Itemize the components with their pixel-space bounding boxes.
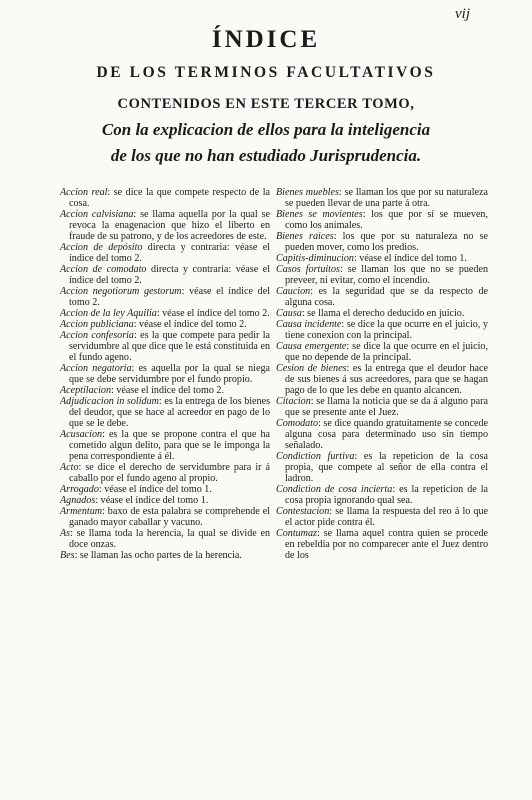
index-definition: : véase el índice del tomo 2. (69, 286, 270, 308)
index-definition: : se dice la que ocurre en el juicio, que no depende de la principal. (285, 341, 488, 363)
index-term: Agnados (60, 495, 96, 506)
index-term: Arrogado (60, 484, 99, 495)
index-definition: : baxo de esta palabra se comprehende el ganado mayor caballar y vacuno. (69, 506, 270, 528)
subtitle-purpose-line2: de los que no han estudiado Jurisprudencia. (110, 146, 422, 165)
index-definition: : los que por sí se mueven, como los animales. (285, 209, 488, 231)
index-entry (60, 462, 270, 484)
page-title: ÍNDICE (211, 26, 321, 53)
index-term: Condiction furtiva (276, 451, 355, 462)
page-number: vij (455, 6, 470, 22)
index-definition: : véase el índice del tomo 2. (156, 308, 270, 319)
index-term: Comodato (276, 418, 319, 429)
index-definition: : es la entrega de los bienes del deudor, que se hace al acreedor en pago de lo que se le debe. (69, 396, 270, 429)
index-term: Bes (60, 550, 75, 561)
index-term: Accion negatoria (60, 363, 132, 374)
index-term: Accion calvisiana (60, 209, 134, 220)
index-term: Bienes se movientes (276, 209, 363, 220)
index-definition: : se dice el derecho de servidumbre para ir á caballo por el fundo ageno al propio. (69, 462, 270, 484)
index-entry (60, 385, 270, 396)
index-entry (276, 264, 488, 286)
index-definition: directa y contraria: véase el índice del tomo 2. (69, 264, 270, 286)
index-definition: : se dice la que compete respecto de la cosa. (69, 187, 270, 209)
index-entry (276, 286, 488, 308)
right-column (276, 187, 488, 561)
index-definition: : los que por su naturaleza no se pueden mover, como los predios. (285, 231, 488, 253)
index-definition: : se dice la que ocurre en el juicio, y tiene conexion con la principal. (285, 319, 488, 341)
index-entry (276, 308, 488, 319)
index-entry (276, 363, 488, 396)
index-term: Accion de depósito (60, 242, 143, 253)
index-entry (276, 506, 488, 528)
index-definition: : se llama aquel contra quien se procede en rebeldía por no comparecer ante el Juez dentro de los (285, 528, 488, 561)
index-term: Casos fortuitos (276, 264, 340, 275)
index-term: Contestacion (276, 506, 330, 517)
index-definition: : se llaman los que no se pueden preveer, ni evitar, como el incendio. (285, 264, 488, 286)
index-term: Causa (276, 308, 302, 319)
index-term: Acto (60, 462, 79, 473)
index-term: Bienes muebles (276, 187, 339, 198)
index-definition: : es aquella por la qual se niega que se debe servidumbre por el fundo propio. (69, 363, 270, 385)
index-term: Accion publiciana (60, 319, 134, 330)
index-definition: : véase el índice del tomo 2. (111, 385, 224, 396)
index-term: Bienes raices (276, 231, 334, 242)
index-definition: : es la que se propone contra el que ha cometido algun delito, para que se le imponga la pena correspondiente á él. (69, 429, 270, 462)
index-entry (60, 264, 270, 286)
subtitle-purpose-line1: Con la explicacion de ellos para la inteligencia (101, 120, 431, 139)
subtitle-terms: DE LOS TERMINOS FACULTATIVOS (96, 64, 436, 81)
index-entry (60, 286, 270, 308)
index-entry (60, 429, 270, 462)
index-entry (276, 209, 488, 231)
index-definition: directa y contraria: véase el índice del tomo 2. (69, 242, 270, 264)
index-definition: : es la repeticion de la cosa propia, que compete al señor de ella contra el ladron. (285, 451, 488, 484)
index-term: Accion de comodato (60, 264, 147, 275)
index-term: Causa incidente (276, 319, 342, 330)
index-term: Capitis-diminucion (276, 253, 354, 264)
index-definition: : se llama aquella por la qual se revoca la enagenacion que hizo el liberto en fraude de su patrono, y de los acreedores de este. (69, 209, 270, 242)
subtitle-volume: CONTENIDOS EN ESTE TERCER TOMO, (117, 96, 415, 112)
index-entry (60, 308, 270, 319)
index-definition: : es la que compete para pedir la servidumbre al que dice que le está constituida en el fundo ageno. (69, 330, 270, 363)
index-entry (276, 231, 488, 253)
index-definition: : se dice quando gratuitamente se concede alguna cosa para determinado uso sin tiempo señalado. (285, 418, 488, 451)
index-definition: : se llama el derecho deducido en juicio. (301, 308, 465, 319)
index-term: Aceptilacion (60, 385, 112, 396)
left-column (60, 187, 270, 561)
index-entry (276, 396, 488, 418)
index-entry (276, 418, 488, 451)
index-term: Causa emergente (276, 341, 347, 352)
index-term: Cesion de bienes (276, 363, 347, 374)
index-definition: : es la repeticion de la cosa propia ignorando qual sea. (285, 484, 489, 506)
index-entry (60, 484, 270, 495)
index-term: Accion de la ley Aquilia (60, 308, 157, 319)
index-definition: : se llama toda la herencia, la qual se divide en doce onzas. (69, 528, 270, 550)
index-entry (60, 242, 270, 264)
index-term: Accion real (60, 187, 108, 198)
index-term: As (60, 528, 71, 539)
index-entry (276, 253, 488, 264)
index-term: Citacion (276, 396, 311, 407)
index-entry (60, 330, 270, 363)
index-entry (276, 341, 488, 363)
index-definition: : se llama la respuesta del reo á lo que el actor pide contra él. (285, 506, 488, 528)
index-definition: : se llaman las ocho partes de la herencia. (74, 550, 242, 561)
index-term: Adjudicacion in solidum (60, 396, 159, 407)
index-term: Accion confesoria (60, 330, 134, 341)
index-term: Condiction de cosa incierta (276, 484, 393, 495)
index-entry (276, 484, 488, 506)
index-term: Contumaz (276, 528, 317, 539)
index-entry (60, 209, 270, 242)
index-definition: : se llama la noticia que se da á alguno para que se presente ante el Juez. (285, 396, 488, 418)
index-entry (276, 187, 488, 209)
index-entry (60, 506, 270, 528)
index-entry (276, 451, 488, 484)
index-entry (60, 187, 270, 209)
index-definition: : véase el índice del tomo 1. (98, 484, 212, 495)
index-definition: : es la entrega que el deudor hace de sus bienes á sus acreedores, para que se hagan pago de lo que les debe en quanto alcancen. (285, 363, 488, 396)
index-definition: : véase el índice del tomo 1. (95, 495, 209, 506)
index-entry (60, 396, 270, 429)
index-definition: : véase el índice del tomo 2. (133, 319, 247, 330)
index-term: Caucion (276, 286, 311, 297)
index-entry (60, 528, 270, 550)
index-definition: : véase el índice del tomo 1. (353, 253, 467, 264)
index-term: Accion negotiorum gestorum (60, 286, 182, 297)
index-term: Armentum (60, 506, 103, 517)
index-term: Acusacion (60, 429, 103, 440)
index-definition: : es la seguridad que se da respecto de alguna cosa. (285, 286, 488, 308)
index-entry (60, 495, 270, 506)
index-entry (276, 528, 488, 561)
index-entry (276, 319, 488, 341)
index-entry (60, 363, 270, 385)
index-entry (60, 319, 270, 330)
index-definition: : se llaman los que por su naturaleza se pueden llevar de una parte á otra. (285, 187, 488, 209)
index-entry (60, 550, 270, 561)
